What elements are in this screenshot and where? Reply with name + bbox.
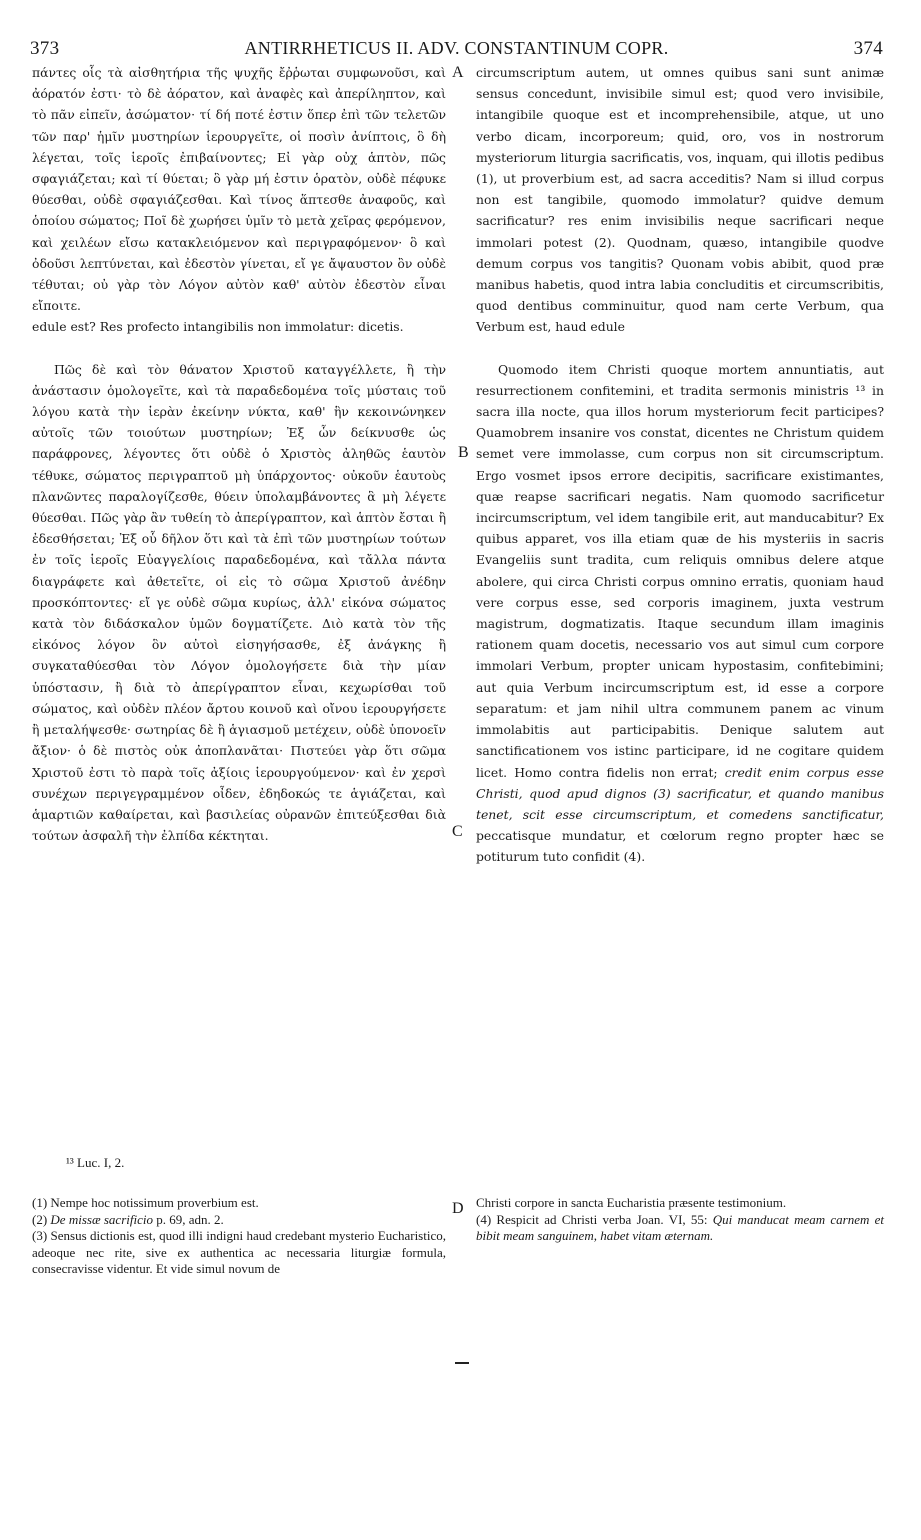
footnote-3-continued: Christi corpore in sancta Eucharistia præsente testimonium. [476, 1195, 787, 1210]
greek-paragraph-2: Πῶς δὲ καὶ τὸν θάνατον Χριστοῦ καταγγέλλετε, ἢ τὴν ἀνάστασιν ὁμολογεῖτε, καὶ τὰ παραδεδομένα τοῖς μύσταις τοῦ λόγου κατὰ τὴν ἱερὰν ἐκείνην νύκτα, καθ' ἣν κεκοινώνηκεν αὐτοῖς τῶν τοιούτων μυστηρίων; Ἐξ ὧν δείκνυσθε ὡς παράφρονες, λέγοντες ὅτι οὐδὲ ὁ Χριστὸς ἀληθῶς ἑαυτὸν τέθυκε, σώματος περιγραπτοῦ μὴ ὑπάρχοντος· οὐκοῦν ἑαυτοὺς πλανῶντες παραλογίζεσθε, θύειν ὑπολαμβάνοντες ἃ μὴ λέγετε θύεσθαι. Πῶς γὰρ ἂν τυθείη τὸ ἀπερίγραπτον, καὶ ἁπτὸν ἔσται ἢ ἐδεσθήσεται; Ἐξ οὗ δῆλον ὅτι καὶ τὰ ἐπὶ τῶν μυστηρίων τούτων ἐν τοῖς ἱεροῖς Εὐαγγελίοις παραδεδομένα, καὶ τἄλλα πάντα διαγράφετε καὶ ἀθετεῖτε, οἱ εἰς τὸ σῶμα Χριστοῦ ἀνέδην προσκόπτοντες· εἴ γε οὐδὲ σῶμα κυρίως, ἀλλ' εἰκόνα σώματος κατὰ τὸν διδάσκαλον ὑμῶν δογματίζετε. Διὸ κατὰ τὸν τῆς εἰκόνος λόγον ὃν αὐτοὶ εἰσηγήσασθε, ἐξ ἀνάγκης ἢ συγκαταθύεσθαι τὸν Λόγον ὁμολογήσετε διὰ τὴν μίαν ὑπόστασιν, ἢ διὰ τὸ ἀπερίγραπτον εἶναι, κεχωρίσθαι τοῦ σώματος, καὶ οὐδὲν πλέον ἄρτου κοινοῦ καὶ οἴνου ἱερουργήσετε ἢ μεταλήψεσθε· σωτηρίας δὲ ἢ ἁγιασμοῦ μετέχειν, οὐδὲ ὑπονοεῖν ἄξιον· ὁ δὲ πιστὸς οὐκ ἀποπλανᾶται· Πιστεύει γὰρ ὅτι σῶμα Χριστοῦ ἐστι τὸ παρὰ τοῖς ἀξίοις ἱερουργούμενον· καὶ ἐν χερσὶ συνέχων περιγεγραμμένον οἶδεν, ἐδηδοκώς τε ἁγιάζεται, καὶ ἁμαρτιῶν καθαίρεται, καὶ βασιλείας οὐρανῶν ἐπιτεύξεσθαι διὰ τούτων ἀσφαλῆ τὴν ἐλπίδα κέκτηται. [32, 361, 446, 844]
latin-paragraph-2 [476, 359, 884, 868]
footnote-4 [476, 1212, 884, 1245]
latin-paragraph-2-text: Quomodo item Christi quoque mortem annuntiatis, aut resurrectionem confitemini, et tradita sermonis ministris ¹³ in sacra illa nocte, qua illos horum mysteriorum fecit participes? Quamobrem insanire vos constat, dicentes ne Christum quidem semet vere immolasse, cum corpus non sit circumscriptum. Ergo vosmet ipsos errore decipitis, sacrificare existimantes, quæ reapse sacrificari negatis. Nam quomodo sacrificetur incircumscriptum, vel idem tangibile erit, aut manducabitur? Ex quibus apparet, vos illa etiam quæ de his mysteriis in sacris Evangeliis sunt tradita, cum reliquis omnibus delere atque abolere, qui circa Christi corpus omnino erratis, quoniam haud vere corpus esse, sed corporis imaginem, juxta vestrum magistrum, dogmatizatis. Itaque secundum illam imaginis rationem quam docetis, necessario vos aut simul cum corpore immolari Verbum, propter unicam hypostasim, confitebimini; aut quia Verbum incircumscriptum est, id esse a corpore separatum: et jam nihil ultra communem panem ac vinum immolabitis aut participabitis. Denique salutem aut sanctificationem vos istinc participare, id ne cogitare quidem licet. Homo contra fidelis non errat; [476, 361, 884, 780]
section-marker-b: B [458, 444, 469, 461]
latin-continuation-line: edule est? Res profecto intangibilis non immolatur: dicetis. [32, 319, 404, 335]
greek-column [32, 62, 446, 846]
footnote-2 [32, 1212, 446, 1229]
latin-paragraph-2-italic: credit enim corpus esse Christi, quod apud dignos (3) sacrificatur, et quando manibus tenet, scit esse circumscriptum, et comedens sanctificatur, [476, 764, 884, 822]
footnotes-left [32, 1195, 446, 1278]
end-dash [455, 1362, 469, 1364]
section-marker-c: C [452, 823, 463, 840]
page-number-left: 373 [30, 38, 60, 59]
running-header [30, 38, 883, 60]
running-title: ANTIRRHETICUS II. ADV. CONSTANTINUM COPR. [244, 38, 669, 58]
footnote-2-ref: p. 69, adn. 2. [152, 1211, 224, 1227]
section-marker-d: D [452, 1200, 464, 1217]
page-number-right: 374 [853, 38, 883, 59]
footnote-2-title: De missæ sacrificio [50, 1211, 153, 1227]
latin-paragraph-2-end: peccatisque mundatur, et cœlorum regno propter hæc se potiturum tuto confidit (4). [476, 828, 884, 865]
footnote-1: (1) Nempe hoc notissimum proverbium est. [32, 1195, 259, 1210]
footnote-2-number: (2) [32, 1211, 51, 1227]
footnote-3: (3) Sensus dictionis est, quod illi indigni haud credebant mysterio Eucharistico, adeoque nec rite, sive ex authentica ac necessaria liturgiæ formula, consecravisse videntur. Et vide simul novum de [32, 1228, 446, 1276]
footnote-4-quote: Qui manducat meam carnem et bibit meam sanguinem, habet vitam æternam. [476, 1211, 885, 1243]
latin-column [476, 62, 884, 868]
footnote-reference: ¹³ Luc. I, 2. [66, 1155, 125, 1170]
greek-paragraph-1: πάντες οἷς τὰ αἰσθητήρια τῆς ψυχῆς ἔῤῥωται συμφωνοῦσι, καὶ ἀόρατόν ἐστι· τὸ δὲ ἀόρατον, καὶ ἀναφὲς καὶ ἀπερίληπτον, καὶ τὸ πᾶν εἰπεῖν, ἀσώματον· τί δή ποτέ ἐστιν ὅπερ ἐπὶ τῶν τελετῶν τῶν παρ' ἡμῖν μυστηρίων ἱερουργεῖτε, οἱ ποσὶν ἀνίπτοις, ὃ δὴ λέγεται, τοῖς ἱεροῖς ἐπιβαίνοντες; Εἰ γὰρ οὐχ ἁπτὸν, πῶς σφαγιάζεται; καὶ τί θύεται; ὃ γὰρ μή ἐστιν ὁρατὸν, οὐδὲ πέφυκε θύεσθαι, οὐδὲ σφαγιάζεσθαι. Καὶ τίνος ἅπτεσθε ἀναφοῦς, καὶ ὁποίου σώματος; Ποῖ δὲ χωρήσει ὑμῖν τὸ μετὰ χεῖρας φερόμενον, καὶ χειλέων εἴσω κατακλειόμενον καὶ περιγραφόμενον· ὃ καὶ ὀδοῦσι λεπτύνεται, καὶ ἐδεστὸν γίνεται, εἴ γε ἄψαυστον ὂν οὐδὲ τέθυται; οὐ γὰρ τὸν Λόγον αὐτὸν καθ' αὐτὸν ἐδεστὸν εἶναι εἴποιτε. [32, 65, 446, 314]
latin-paragraph-1: circumscriptum autem, ut omnes quibus sani sunt animæ sensus concedunt, invisibile simul est; quod vero invisibile, intangibile quoque est et incomprehensibile, atque, ut uno verbo dicam, incorporeum; quid, oro, vos in nostrorum mysteriorum liturgia sacrificatis, vos, inquam, qui illotis pedibus (1), ut proverbium est, ad sacra acceditis? Nam si illud corpus non est tangibile, quomodo immolatur? quidve demum sacrificatur? res enim invisibilis neque sacrificari neque immolari potest (2). Quodnam, quæso, intangibile quodve demum corpus vos tangitis? Quonam vobis abibit, quod præ manibus habetis, quod intra labia concluditis et circumscribitis, quod dentibus comminuitur, quod nam certe Verbum, qua Verbum est, haud edule [476, 65, 884, 335]
footnote-4-text: (4) Respicit ad Christi verba Joan. VI, 55: [476, 1211, 708, 1227]
section-marker-a: A [452, 64, 464, 81]
footnotes-right [476, 1195, 884, 1245]
